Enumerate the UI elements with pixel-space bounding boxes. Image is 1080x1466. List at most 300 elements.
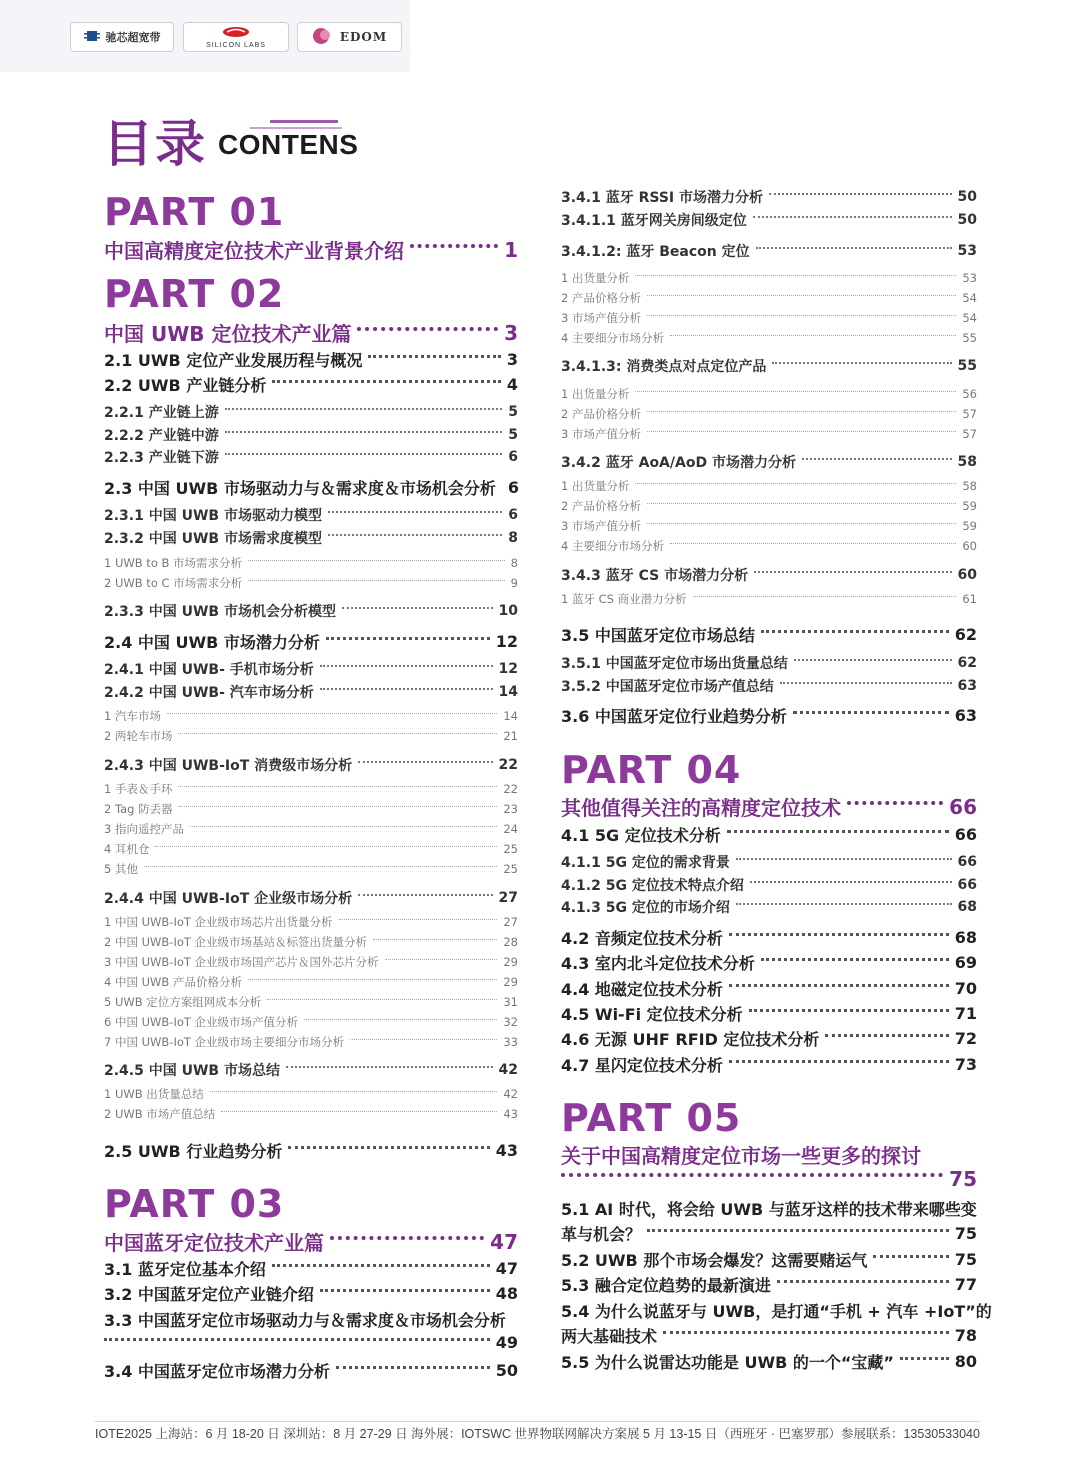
dot-leader — [330, 1236, 484, 1240]
footer — [95, 1421, 980, 1441]
toc-entry-page: 6 — [507, 478, 520, 497]
dot-leader — [635, 275, 956, 276]
toc-entry-title: 4 主要细分市场分析 — [561, 539, 664, 553]
toc-entry — [104, 601, 518, 621]
toc-entry-page: 57 — [962, 427, 977, 441]
toc-entry-title: 2.4.2 中国 UWB- 汽车市场分析 — [104, 685, 314, 701]
dot-leader — [825, 1034, 948, 1037]
dot-leader — [873, 1255, 948, 1258]
toc-entry — [104, 1257, 518, 1280]
toc-entry-page: 57 — [962, 407, 977, 421]
toc-entry-title: 2.4.3 中国 UWB-IoT 消费级市场分析 — [104, 758, 353, 774]
toc-entry — [104, 728, 518, 744]
toc-entry-page: 71 — [954, 1004, 977, 1023]
toc-entry-title: 2.4.5 中国 UWB 市场总结 — [104, 1063, 280, 1079]
toc-entry-title: 3.5.1 中国蓝牙定位市场出货量总结 — [561, 656, 788, 672]
part-05-label: PART 05 — [561, 1096, 742, 1140]
dot-leader — [802, 458, 952, 460]
toc-entry-title: 2.4 中国 UWB 市场潜力分析 — [104, 633, 320, 652]
toc-entry-page: 58 — [962, 479, 977, 493]
dot-leader — [326, 637, 490, 640]
sponsor-logo-bar — [0, 0, 410, 72]
toc-entry-page: 8 — [508, 530, 518, 546]
toc-entry — [561, 1324, 977, 1347]
dot-leader — [729, 1060, 949, 1063]
edom-logo — [297, 22, 402, 52]
dot-leader — [350, 1039, 497, 1040]
toc-entry-title: 3.4.1.3: 消费类点对点定位产品 — [561, 359, 767, 375]
toc-entry — [561, 1273, 977, 1296]
dot-leader — [693, 596, 957, 597]
toc-entry-page: 62 — [954, 625, 977, 644]
toc-entry — [104, 888, 518, 908]
toc-entry-page: 12 — [495, 632, 518, 651]
dot-leader — [753, 216, 952, 218]
part-05-page: 75 — [949, 1167, 977, 1191]
toc-entry-page: 14 — [503, 709, 518, 723]
toc-entry-page: 33 — [503, 1035, 518, 1049]
toc-entry-page: 66 — [954, 825, 977, 844]
toc-entry-title: 2 UWB to C 市场需求分析 — [104, 576, 243, 590]
toc-entry-title: 5 其他 — [104, 862, 138, 876]
toc-entry-page: 3 — [506, 350, 518, 369]
part-03-heading — [104, 1227, 518, 1256]
toc-entry — [561, 406, 977, 422]
toc-entry-page: 59 — [962, 519, 977, 533]
toc-entry-page: 49 — [495, 1333, 518, 1352]
dot-leader — [272, 380, 501, 383]
dot-leader — [267, 999, 497, 1000]
toc-entry — [104, 934, 518, 950]
part-02-heading — [104, 318, 518, 347]
toc-entry-page: 29 — [503, 975, 518, 989]
toc-entry-title: 1 手表＆手环 — [104, 782, 173, 796]
toc-entry — [104, 1333, 518, 1352]
toc-entry — [561, 1053, 977, 1076]
dot-leader — [225, 431, 503, 433]
toc-entry-page: 50 — [957, 189, 977, 205]
toc-entry-page: 23 — [503, 802, 518, 816]
dot-leader — [358, 761, 492, 763]
toc-entry-page: 48 — [495, 1284, 518, 1303]
toc-entry-title: 5 UWB 定位方案组网成本分析 — [104, 995, 262, 1009]
part-04-page: 66 — [949, 794, 977, 819]
toc-entry-page: 10 — [498, 603, 518, 619]
toc-entry-title: 2.2.3 产业链下游 — [104, 450, 219, 466]
toc-entry — [561, 1002, 977, 1025]
dot-leader — [320, 1289, 490, 1292]
toc-entry — [104, 708, 518, 724]
toc-entry-page: 25 — [503, 842, 518, 856]
toc-entry-title: 4.2 音频定位技术分析 — [561, 929, 723, 948]
toc-entry-title: 3.3 中国蓝牙定位市场驱动力与＆需求度＆市场机会分析 — [104, 1311, 506, 1330]
toc-entry-title: 2.5 UWB 行业趋势分析 — [104, 1142, 283, 1161]
toc-entry — [561, 623, 977, 646]
dot-leader — [178, 733, 497, 734]
dot-leader — [286, 1066, 493, 1068]
toc-entry-page: 12 — [498, 661, 518, 677]
dot-leader — [248, 560, 505, 561]
toc-entry-title: 2.4.4 中国 UWB-IoT 企业级市场分析 — [104, 891, 353, 907]
toc-entry-title: 2.3.1 中国 UWB 市场驱动力模型 — [104, 508, 322, 524]
toc-entry-page: 5 — [508, 427, 518, 443]
toc-entry-title: 4.7 星闪定位技术分析 — [561, 1056, 723, 1075]
toc-entry — [104, 954, 518, 970]
toc-entry-page: 22 — [503, 782, 518, 796]
dot-leader — [561, 1173, 943, 1177]
toc-entry-title: 1 汽车市场 — [104, 709, 161, 723]
toc-entry-title: 2.2.2 产业链中游 — [104, 428, 219, 444]
part-04-heading — [561, 792, 977, 821]
toc-entry-page: 50 — [495, 1361, 518, 1380]
toc-entry-page: 75 — [954, 1224, 977, 1243]
toc-entry-page: 24 — [503, 822, 518, 836]
toc-entry-title: 1 出货量分析 — [561, 271, 630, 285]
dot-leader — [647, 503, 956, 504]
toc-entry — [561, 852, 977, 872]
toc-entry — [104, 781, 518, 797]
dot-leader — [727, 830, 949, 833]
toc-entry-page: 43 — [495, 1141, 518, 1160]
toc-entry — [104, 1359, 518, 1382]
toc-entry — [104, 348, 518, 371]
toc-entry-title: 2.3 中国 UWB 市场驱动力与＆需求度＆市场机会分析 — [104, 479, 496, 498]
toc-entry — [561, 704, 977, 727]
dot-leader — [780, 682, 952, 684]
toc-entry-title: 4.3 室内北斗定位技术分析 — [561, 954, 755, 973]
toc-entry-title: 2 产品价格分析 — [561, 291, 641, 305]
dot-leader — [179, 806, 498, 807]
toc-entry — [561, 478, 977, 494]
toc-entry — [104, 1139, 518, 1162]
toc-entry — [561, 1248, 977, 1271]
toc-entry — [561, 565, 977, 585]
dot-leader — [736, 903, 952, 905]
toc-entry-page: 62 — [957, 655, 977, 671]
toc-entry-page: 31 — [503, 995, 518, 1009]
dot-leader — [772, 362, 951, 364]
dot-leader — [761, 630, 949, 633]
dot-leader — [647, 523, 956, 524]
dot-leader — [225, 408, 503, 410]
toc-entry — [561, 386, 977, 402]
toc-entry-title: 3.4.1 蓝牙 RSSI 市场潜力分析 — [561, 190, 764, 206]
dot-leader — [178, 786, 497, 787]
toc-entry — [104, 476, 518, 499]
toc-entry-title: 革与机会？ — [561, 1225, 642, 1244]
toc-entry-title: 3 市场产值分析 — [561, 519, 641, 533]
toc-entry-page: 68 — [957, 899, 977, 915]
toc-entry-title: 5.3 融合定位趋势的最新演进 — [561, 1276, 771, 1295]
toc-entry-page: 42 — [498, 1062, 518, 1078]
toc-entry-title: 5.4 为什么说蓝牙与 UWB，是打通“手机 + 汽车 +IoT”的 — [561, 1302, 992, 1321]
dot-leader — [320, 665, 493, 667]
toc-entry — [561, 356, 977, 376]
toc-entry-title: 3.2 中国蓝牙定位产业链介绍 — [104, 1285, 314, 1304]
toc-entry-page: 60 — [957, 567, 977, 583]
silicon-labs-mark-icon — [221, 25, 251, 42]
dot-leader — [647, 411, 956, 412]
dot-leader — [647, 315, 956, 316]
toc-entry — [104, 994, 518, 1010]
toc-entry — [104, 861, 518, 877]
toc-entry-title: 2.2.1 产业链上游 — [104, 405, 219, 421]
dot-leader — [190, 826, 497, 827]
edom-text: EDOM — [339, 30, 388, 44]
dot-leader — [754, 571, 951, 573]
toc-entry-page: 29 — [503, 955, 518, 969]
toc-entry-title: 4 耳机仓 — [104, 842, 150, 856]
toc-entry — [561, 426, 977, 442]
toc-entry-page: 60 — [962, 539, 977, 553]
dot-leader — [248, 979, 497, 980]
part-05-page-row — [561, 1167, 977, 1191]
dot-leader — [144, 866, 497, 867]
page-title-english: CONTENS — [218, 129, 359, 160]
toc-entry-title: 1 UWB 出货量总结 — [104, 1087, 204, 1101]
toc-entry-page: 78 — [954, 1326, 977, 1345]
toc-entry-page: 73 — [954, 1055, 977, 1074]
toc-entry — [104, 1014, 518, 1030]
toc-entry — [104, 914, 518, 930]
title-decoration-line — [270, 120, 338, 123]
toc-entry-title: 3.4.2 蓝牙 AoA/AoD 市场潜力分析 — [561, 455, 796, 471]
dot-leader — [368, 355, 501, 358]
toc-entry-page: 42 — [503, 1087, 518, 1101]
toc-entry-page: 56 — [962, 387, 977, 401]
dot-leader — [729, 933, 949, 936]
toc-entry-page: 4 — [506, 375, 518, 394]
toc-entry — [561, 452, 977, 472]
toc-entry — [561, 210, 977, 230]
dot-leader — [635, 391, 956, 392]
toc-entry-page: 8 — [510, 556, 518, 570]
footer-text: IOTE2025 上海站：6 月 18-20 日 深圳站：8 月 27-29 日 海外展：IOTSWC 世界物联网解决方案展 5 月 13-15 日（西班牙 · 巴塞罗那）参展联系：13530533040 — [95, 1427, 980, 1441]
toc-entry — [561, 875, 977, 895]
dot-leader — [304, 1019, 497, 1020]
dot-leader — [248, 580, 504, 581]
dot-leader — [794, 659, 952, 661]
toc-entry-title: 3 指向遥控产品 — [104, 822, 184, 836]
toc-entry — [104, 755, 518, 775]
part-02-title: 中国 UWB 定位技术产业篇 — [104, 322, 352, 346]
toc-entry-title: 3 中国 UWB-IoT 企业级市场国产芯片＆国外芯片分析 — [104, 955, 379, 969]
toc-entry-page: 28 — [503, 935, 518, 949]
toc-entry — [104, 1106, 518, 1122]
dot-leader — [647, 431, 956, 432]
toc-entry-title: 2 Tag 防丢器 — [104, 802, 173, 816]
toc-entry-page: 72 — [954, 1029, 977, 1048]
dot-leader — [272, 1264, 490, 1267]
toc-entry — [104, 373, 518, 396]
toc-entry-page: 27 — [503, 915, 518, 929]
toc-entry — [561, 518, 977, 534]
dot-leader — [900, 1357, 949, 1360]
dot-leader — [736, 858, 952, 860]
toc-entry — [104, 1308, 518, 1331]
toc-entry-page: 6 — [508, 507, 518, 523]
toc-entry-page: 53 — [957, 243, 977, 259]
dot-leader — [729, 984, 949, 987]
toc-entry — [104, 630, 518, 653]
dot-leader — [104, 1338, 490, 1341]
toc-entry-page: 75 — [954, 1250, 977, 1269]
toc-entry — [561, 1299, 992, 1322]
dot-leader — [777, 1280, 949, 1283]
dot-leader — [221, 1111, 497, 1112]
dot-leader — [847, 801, 943, 805]
toc-entry-title: 1 出货量分析 — [561, 479, 630, 493]
toc-entry-title: 3.5 中国蓝牙定位市场总结 — [561, 626, 755, 645]
toc-entry — [561, 330, 977, 346]
page-title-chinese: 目录 — [103, 115, 207, 173]
toc-entry-page: 63 — [954, 706, 977, 725]
dot-leader — [663, 1331, 949, 1334]
toc-entry-page: 70 — [954, 979, 977, 998]
toc-entry-title: 3.6 中国蓝牙定位行业趋势分析 — [561, 707, 787, 726]
toc-entry-title: 4.1.1 5G 定位的需求背景 — [561, 855, 730, 871]
part-01-title: 中国高精度定位技术产业背景介绍 — [104, 239, 404, 263]
toc-entry — [104, 425, 518, 445]
toc-entry-title: 4.1.2 5G 定位技术特点介绍 — [561, 878, 744, 894]
toc-entry-title: 2 UWB 市场产值总结 — [104, 1107, 216, 1121]
toc-entry-title: 4 中国 UWB 产品价格分析 — [104, 975, 242, 989]
dot-leader — [670, 543, 956, 544]
toc-entry-page: 22 — [498, 757, 518, 773]
toc-entry-page: 59 — [962, 499, 977, 513]
toc-entry-title: 3.5.2 中国蓝牙定位市场产值总结 — [561, 679, 774, 695]
title-decoration-line-2 — [250, 127, 342, 129]
toc-entry — [561, 926, 977, 949]
toc-entry-title: 3.1 蓝牙定位基本介绍 — [104, 1260, 266, 1279]
toc-entry — [104, 821, 518, 837]
toc-entry — [561, 653, 977, 673]
toc-entry-title: 2.4.1 中国 UWB- 手机市场分析 — [104, 662, 314, 678]
dot-leader — [793, 711, 949, 714]
toc-entry-title: 3.4.3 蓝牙 CS 市场潜力分析 — [561, 568, 749, 584]
toc-entry-page: 66 — [957, 854, 977, 870]
toc-entry-page: 77 — [954, 1275, 977, 1294]
toc-entry — [104, 505, 518, 525]
part-02-label: PART 02 — [104, 272, 285, 316]
toc-entry — [561, 897, 977, 917]
part-03-label: PART 03 — [104, 1182, 285, 1226]
toc-entry-page: 25 — [503, 862, 518, 876]
toc-entry-title: 2.3.2 中国 UWB 市场需求度模型 — [104, 531, 322, 547]
toc-entry-page: 6 — [508, 449, 518, 465]
toc-entry-page: 58 — [957, 454, 977, 470]
toc-entry-title: 4.1 5G 定位技术分析 — [561, 826, 721, 845]
toc-entry-title: 3 市场产值分析 — [561, 427, 641, 441]
toc-entry-page: 32 — [503, 1015, 518, 1029]
toc-entry-title: 4.4 地磁定位技术分析 — [561, 980, 723, 999]
toc-entry — [104, 682, 518, 702]
toc-entry-title: 两大基础技术 — [561, 1327, 658, 1346]
dot-leader — [225, 453, 503, 455]
toc-entry — [561, 1222, 977, 1245]
dot-leader — [328, 534, 502, 536]
dot-leader — [358, 894, 492, 896]
toc-entry — [104, 402, 518, 422]
toc-entry-page: 61 — [962, 592, 977, 606]
dot-leader — [328, 511, 502, 513]
toc-entry-title: 5.5 为什么说雷达功能是 UWB 的一个“宝藏” — [561, 1353, 894, 1372]
toc-entry-title: 2 两轮车市场 — [104, 729, 173, 743]
part-02-page: 3 — [504, 320, 518, 345]
toc-entry-page: 21 — [503, 729, 518, 743]
toc-entry-title: 2 中国 UWB-IoT 企业级市场基站＆标签出货量分析 — [104, 935, 368, 949]
dot-leader — [749, 1009, 949, 1012]
toc-entry-page: 43 — [503, 1107, 518, 1121]
toc-entry-title: 5.2 UWB 那个市场会爆发？这需要赌运气 — [561, 1251, 868, 1270]
toc-entry-title: 4.5 Wi-Fi 定位技术分析 — [561, 1005, 743, 1024]
toc-entry — [104, 1282, 518, 1305]
toc-entry-title: 1 出货量分析 — [561, 387, 630, 401]
dot-leader — [769, 193, 952, 195]
toc-entry — [104, 974, 518, 990]
part-01-page: 1 — [504, 237, 518, 262]
toc-entry-page: 54 — [962, 311, 977, 325]
toc-entry — [561, 951, 977, 974]
dot-leader — [373, 939, 497, 940]
toc-entry — [561, 676, 977, 696]
dot-leader — [167, 713, 497, 714]
toc-entry-title: 2.1 UWB 定位产业发展历程与概况 — [104, 351, 363, 370]
toc-entry-page: 69 — [954, 953, 977, 972]
toc-entry-title: 7 中国 UWB-IoT 企业级市场主要细分市场分析 — [104, 1035, 345, 1049]
toc-entry-page: 9 — [510, 576, 518, 590]
toc-entry — [561, 498, 977, 514]
toc-entry-title: 4 主要细分市场分析 — [561, 331, 664, 345]
dot-leader — [647, 1229, 949, 1232]
toc-entry — [561, 823, 977, 846]
part-03-page: 47 — [490, 1229, 518, 1254]
silicon-labs-logo — [183, 22, 289, 52]
toc-entry-page: 47 — [495, 1259, 518, 1278]
part-03-title: 中国蓝牙定位技术产业篇 — [104, 1231, 324, 1255]
toc-entry-title: 1 蓝牙 CS 商业潜力分析 — [561, 592, 687, 606]
toc-entry — [561, 310, 977, 326]
toc-entry-title: 3 市场产值分析 — [561, 311, 641, 325]
toc-entry-title: 2.2 UWB 产业链分析 — [104, 376, 267, 395]
toc-entry — [104, 1060, 518, 1080]
toc-entry — [104, 528, 518, 548]
toc-entry-page: 54 — [962, 291, 977, 305]
toc-entry — [561, 1197, 977, 1220]
chipsea-logo — [70, 22, 174, 52]
toc-entry-title: 1 中国 UWB-IoT 企业级市场芯片出货量分析 — [104, 915, 333, 929]
dot-leader — [320, 688, 493, 690]
dot-leader — [288, 1146, 489, 1149]
toc-entry — [561, 270, 977, 286]
dot-leader — [756, 247, 952, 249]
toc-entry — [104, 659, 518, 679]
dot-leader — [761, 958, 949, 961]
toc-entry-page: 55 — [962, 331, 977, 345]
toc-entry — [561, 187, 977, 207]
toc-entry-title: 2.3.3 中国 UWB 市场机会分析模型 — [104, 604, 336, 620]
dot-leader — [210, 1091, 498, 1092]
toc-entry-title: 1 UWB to B 市场需求分析 — [104, 556, 243, 570]
edom-mark-icon — [312, 27, 334, 48]
toc-entry-title: 3.4.1.1 蓝牙网关房间级定位 — [561, 213, 747, 229]
toc-entry-page: 5 — [508, 404, 518, 420]
toc-entry-page: 68 — [954, 928, 977, 947]
toc-entry-title: 2 产品价格分析 — [561, 407, 641, 421]
toc-entry-page: 63 — [957, 678, 977, 694]
dot-leader — [670, 335, 956, 336]
toc-entry-title: 3.4 中国蓝牙定位市场潜力分析 — [104, 1362, 330, 1381]
